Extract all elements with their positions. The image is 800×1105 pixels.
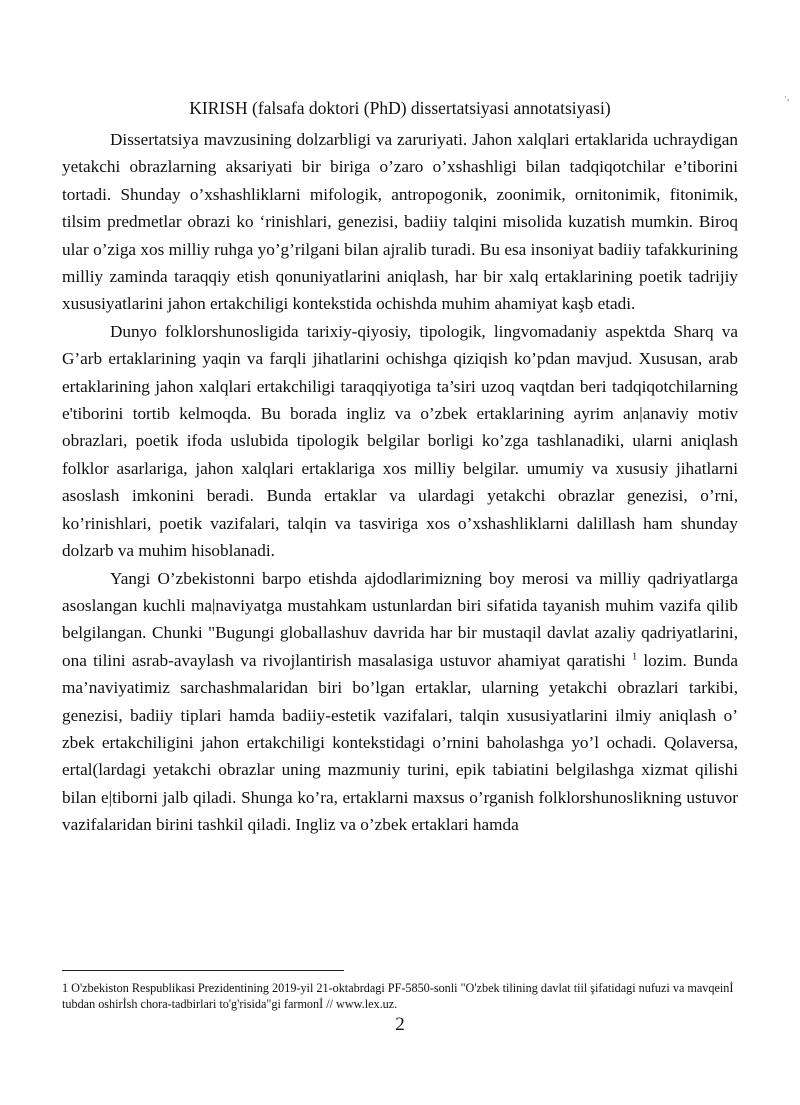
page-title: KIRISH (falsafa doktori (PhD) dissertatsiyasi annotatsiyasi) bbox=[189, 98, 611, 118]
paragraph-3-rest: lozim. Bunda ma’naviyatimiz sarchashmalaridan biri bo’lgan ertaklar, ularning yetakchi obrazlari tarkibi, genezisi, badiiy tiplari hamda badiiy-estetik vazifalari, talqin xususiyatlarini ilmiy aniqlash o’ zbek ertakchiligini jahon ertakchiligi kontekstidagi o’rnini baholashga yo’l ochadi. Qolaversa, ertal(lardagi yetakchi obrazlar uning mazmuniy turini, epik tabiatini belgilashga xizmat qilishi bilan e|tiborni jalb qiladi. Shunga ko’ra, ertaklarni maxsus o’rganish folklorshunoslikning ustuvor vazifalaridan birini tashkil qiladi. Ingliz va o’zbek ertaklari hamda bbox=[62, 650, 739, 835]
footnote: 1 O'zbekiston Respublikasi Prezidentining 2019-yil 21-oktabrdagi PF-5850-sonli "O'zbek tilining davlat tiil şifatidagi nufuzi va mavqeinİ tubdan oshirİsh chora-tadbirlari to'g'risida"gi farmonİ // www.lex.uz. bbox=[62, 981, 734, 1011]
body-text bbox=[62, 126, 738, 839]
footnote-ref: 1 bbox=[632, 650, 638, 662]
paragraph-1: Dissertatsiya mavzusining dolzarbligi va zaruriyati. Jahon xalqlari ertaklarida uchraydigan yetakchi obrazlarning aksariyati bir biriga o’zaro o’xshashligi bilan tadqiqotchilar e’tiborini tortadi. Shunday o’xshashliklarni mifologik, antropogonik, zoonimik, ornitonimik, fitonimik, tilsim predmetlar obrazi ko ‘rinishlari, genezisi, badiiy talqini misolida kuzatish mumkin. Biroq ular o’ziga xos milliy ruhga yo’g’rilgani bilan ajralib turadi. Bu esa insoniyat badiiy tafakkurining milliy zaminda taraqqiy etish qonuniyatlarini aniqlash, har bir xalq ertaklarining poetik tadrijiy xususiyatlarini jahon ertakchiligi kontekstida ochishda muhim ahamiyat kaşb etadi. bbox=[62, 130, 738, 314]
page-number: 2 bbox=[395, 1014, 405, 1035]
paragraph-3-start: Yangi O’zbekistonni barpo etishda ajdodlarimizning boy merosi va milliy qadriyatlarga asoslangan kuchli ma|naviyatga mustahkam ustunlardan biri sifatida tayanish muhim vazifa qilib belgilangan. Chunki "Bugungi globallashuv davrida har bir mustaqil davlat azaliy qadriyatlarini, ona tilini asrab-avaylash va rivojlantirish masalasiga ustuvor ahamiyat qaratishi bbox=[62, 568, 738, 670]
corner-marks: ·, bbox=[784, 92, 790, 102]
footnote-divider bbox=[62, 970, 344, 971]
paragraph-3 bbox=[62, 565, 738, 839]
paragraph-2: Dunyo folklorshunosligida tarixiy-qiyosiy, tipologik, lingvomadaniy aspektda Sharq va G’arb ertaklarining yaqin va farqli jihatlarini ochishga qiziqish ko’pdan mavjud. Xususan, arab ertaklarining jahon xalqlari ertakchiligi taraqqiyotiga ta’siri uzoq vaqtdan beri tadqiqotchilarning e'tiborini tortib kelmoqda. Bu borada ingliz va o’zbek ertaklarining ayrim an|anaviy motiv obrazlari, poetik ifoda uslubida tipologik belgilar borligi ko’zga tashlanadiki, ularni aniqlash folklor asarlariga, jahon xalqlari ertaklariga xos milliy belgilar. umumiy va xususiy jihatlarni asoslash imkonini beradi. Bunda ertaklar va ulardagi yetakchi obrazlar genezisi, o’rni, ko’rinishlari, poetik vazifalari, talqin va tasviriga xos o’xshashliklarni dalillash ham shunday dolzarb va muhim hisoblanadi. bbox=[62, 321, 738, 561]
